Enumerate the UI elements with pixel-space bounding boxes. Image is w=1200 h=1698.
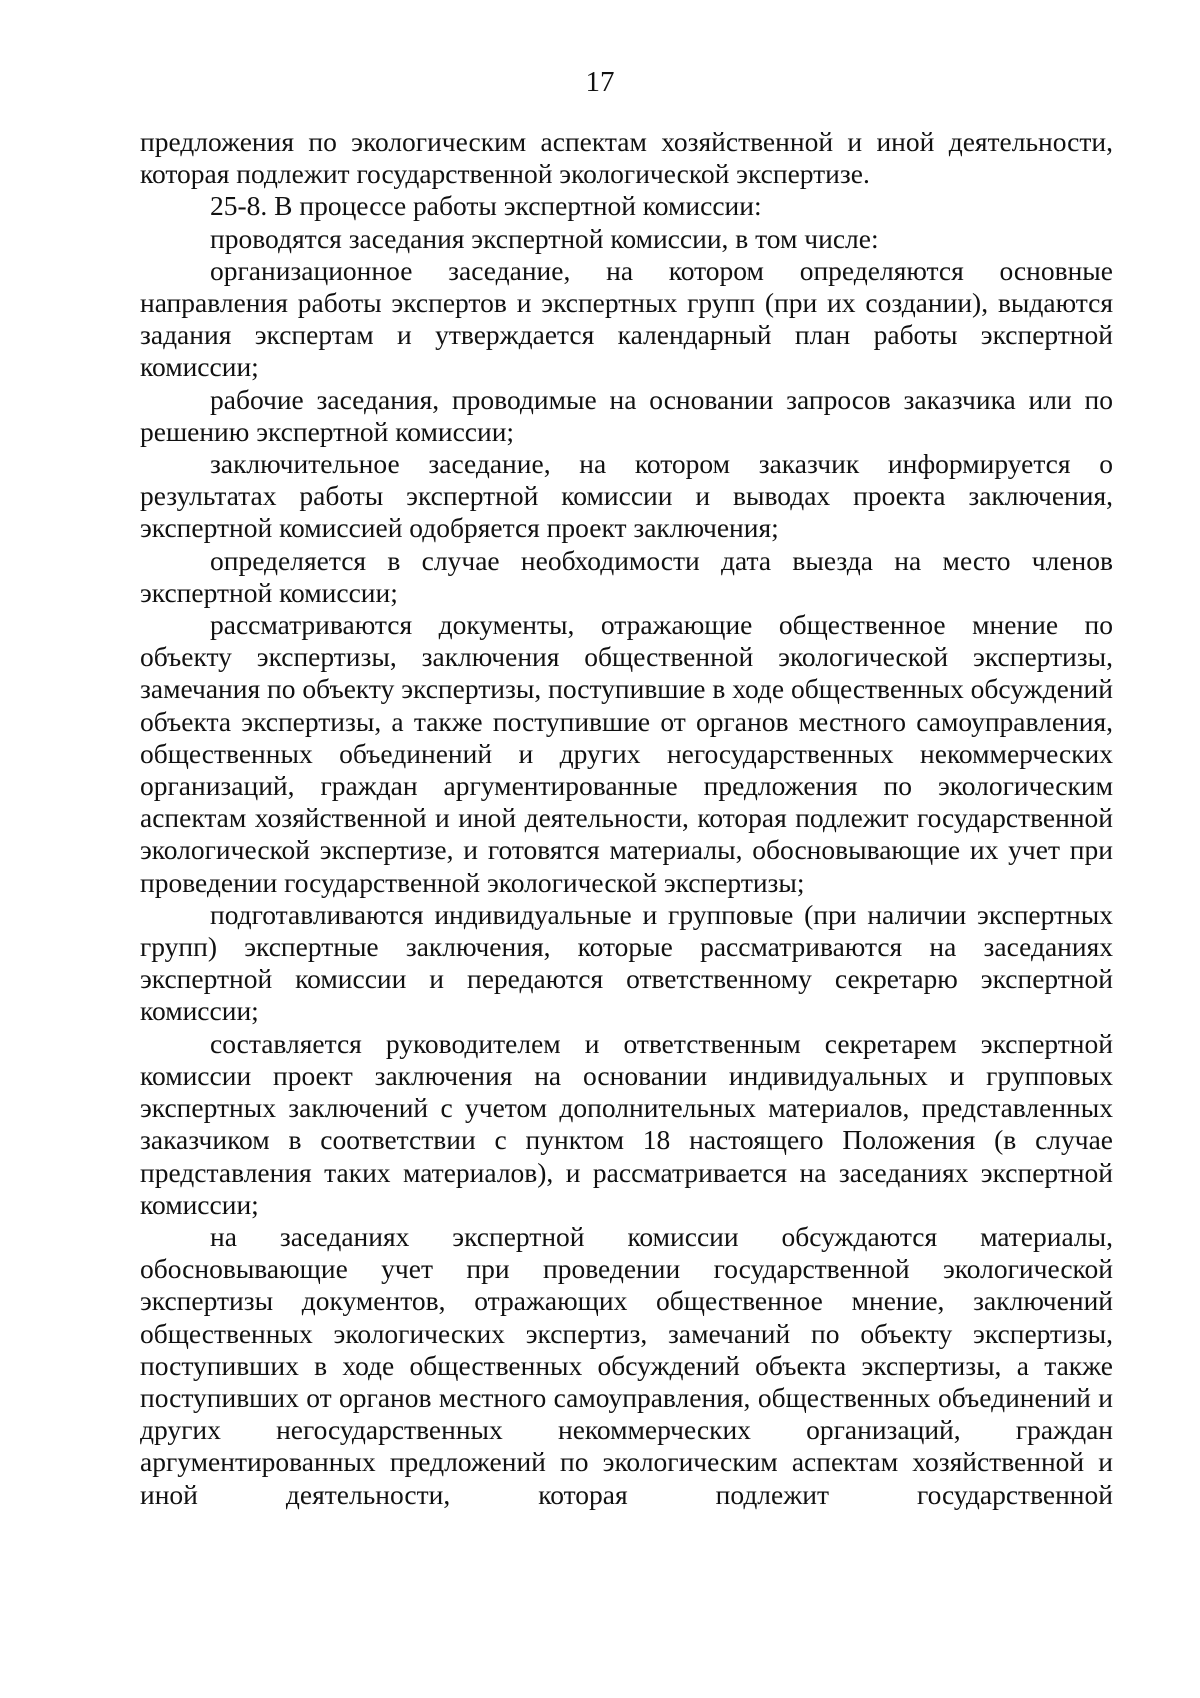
- section-heading-25-8: 25-8. В процессе работы экспертной комиссии:: [210, 190, 762, 222]
- paragraph-expert-conclusions: подготавливаются индивидуальные и групповые (при наличии экспертных групп) экспертные заключения, которые рассматриваются на заседаниях экспертной комиссии и передаются ответственному секретарю экспертной комиссии;: [140, 898, 1113, 1027]
- document-body: [140, 126, 1113, 1511]
- paragraph-organizational-meeting: организационное заседание, на котором определяются основные направления работы экспертов и экспертных групп (при их создании), выдаются задания экспертам и утверждается календарный план работы экспертной комиссии;: [140, 254, 1113, 383]
- paragraph-continuation: предложения по экологическим аспектам хозяйственной и иной деятельности, которая подлежит государственной экологической экспертизе.: [140, 126, 1113, 190]
- paragraph-final-meeting: заключительное заседание, на котором заказчик информируется о результатах работы экспертной комиссии и выводах проекта заключения, экспертной комиссией одобряется проект заключения;: [140, 448, 1113, 544]
- paragraph-working-meetings: рабочие заседания, проводимые на основании запросов заказчика или по решению экспертной комиссии;: [140, 383, 1113, 447]
- paragraph-public-opinion-documents: рассматриваются документы, отражающие общественное мнение по объекту экспертизы, заключения общественной экологической экспертизы, замечания по объекту экспертизы, поступившие в ходе общественных обсуждений объекта экспертизы, а также поступившие от органов местного самоуправления, общественных объединений и других негосударственных некоммерческих организаций, граждан аргументированные предложения по экологическим аспектам хозяйственной и иной деятельности, которая подлежит государственной экологической экспертизе, и готовятся материалы, обосновывающие их учет при проведении государственной экологической экспертизы;: [140, 609, 1113, 898]
- page-number: 17: [585, 66, 615, 98]
- paragraph-meeting-discussion: на заседаниях экспертной комиссии обсуждаются материалы, обосновывающие учет при проведении государственной экологической экспертизы документов, отражающих общественное мнение, заключений общественных экологических экспертиз, замечаний по объекту экспертизы, поступивших в ходе общественных обсуждений объекта экспертизы, а также поступивших от органов местного самоуправления, общественных объединений и других негосударственных некоммерческих организаций, граждан аргументированных предложений по экологическим аспектам хозяйственной и иной деятельности, которая подлежит государственной: [140, 1220, 1113, 1510]
- paragraph-draft-conclusion: составляется руководителем и ответственным секретарем экспертной комиссии проект заключения на основании индивидуальных и групповых экспертных заключений с учетом дополнительных материалов, представленных заказчиком в соответствии с пунктом 18 настоящего Положения (в случае представления таких материалов), и рассматривается на заседаниях экспертной комиссии;: [140, 1027, 1113, 1220]
- paragraph-meetings-intro: проводятся заседания экспертной комиссии, в том числе:: [210, 222, 879, 254]
- paragraph-site-visit-date: определяется в случае необходимости дата выезда на место членов экспертной комиссии;: [140, 544, 1113, 608]
